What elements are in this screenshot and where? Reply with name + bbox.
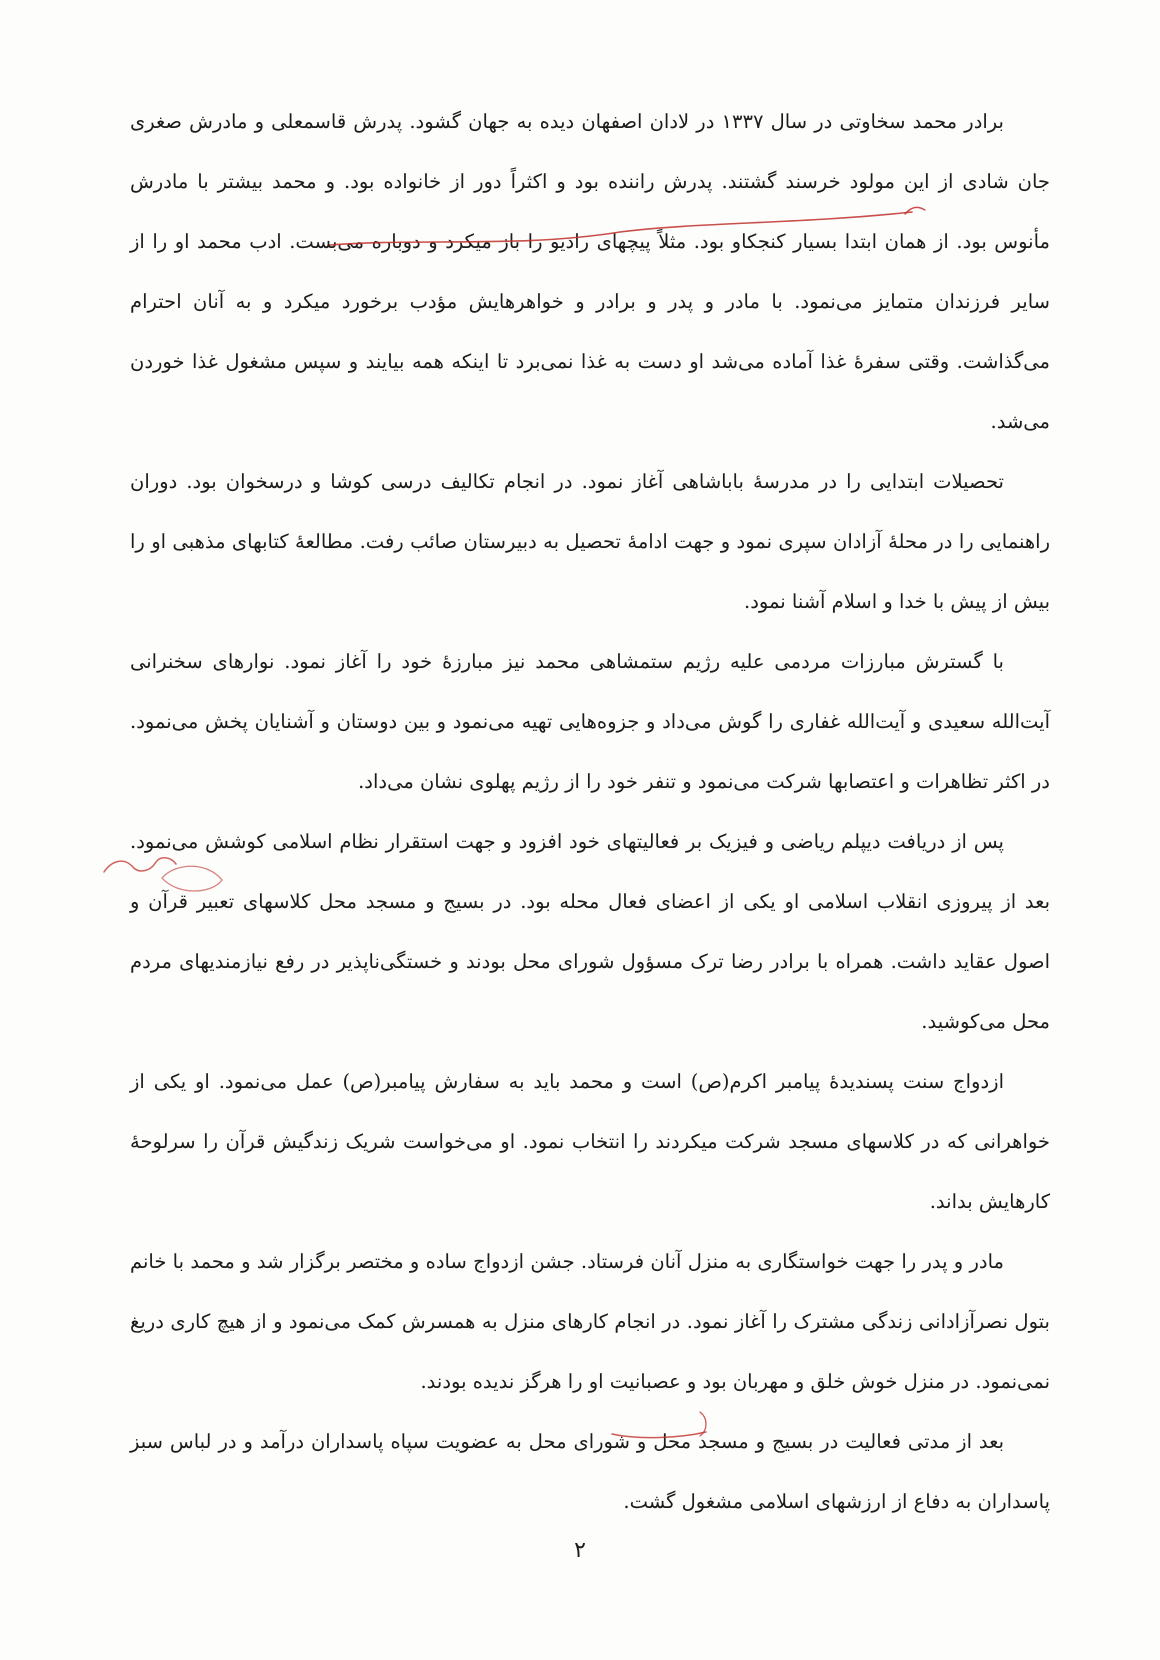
paragraph-2: تحصیلات ابتدایی را در مدرسهٔ باباشاهی آغاز نمود. در انجام تکالیف درسی کوشا و درسخوان بود. دوران راهنمایی را در محلهٔ آزادان سپری نمود و جهت ادامهٔ تحصیل به دبیرستان صائب رفت. مطالعهٔ کتابهای مذهبی او را بیش از پیش با خدا و اسلام آشنا نمود. bbox=[130, 470, 1050, 613]
paragraph-3: با گسترش مبارزات مردمی علیه رژیم ستمشاهی محمد نیز مبارزهٔ خود را آغاز نمود. نوارهای سخنرانی آیت‌الله سعیدی و آیت‌الله غفاری را گوش می‌داد و جزوه‌هایی تهیه می‌نمود و بین دوستان و آشنایان پخش می‌نمود. در اکثر تظاهرات و اعتصابها شرکت می‌نمود و تنفر خود را از رژیم پهلوی نشان می‌داد. bbox=[130, 650, 1050, 793]
paragraph-5: ازدواج سنت پسندیدهٔ پیامبر اکرم(ص) است و محمد باید به سفارش پیامبر(ص) عمل می‌نمود. او یکی از خواهرانی که در کلاسهای مسجد شرکت میکردند را انتخاب نمود. او می‌خواست شریک زندگیش قرآن را سرلوحهٔ کارهایش بداند. bbox=[130, 1070, 1050, 1213]
paragraph-4: پس از دریافت دیپلم ریاضی و فیزیک بر فعالیتهای خود افزود و جهت استقرار نظام اسلامی کوشش می‌نمود. بعد از پیروزی انقلاب اسلامی او یکی از اعضای فعال محله بود. در بسیج و مسجد محل کلاسهای تعبیر قرآن و اصول عقاید داشت. همراه با برادر رضا ترک مسؤول شورای محل بودند و خستگی‌ناپذیر در رفع نیازمندیهای مردم محل می‌کوشید. bbox=[130, 830, 1050, 1033]
paragraph-1: برادر محمد سخاوتی در سال ۱۳۳۷ در لادان اصفهان دیده به جهان گشود. پدرش قاسمعلی و مادرش صغری جان شادی از این مولود خرسند گشتند. پدرش راننده بود و اکثراً دور از خانواده بود. و محمد بیشتر با مادرش مأنوس بود. از همان ابتدا بسیار کنجکاو بود. مثلاً پیچهای رادیو را باز میکرد و دوباره می‌بست. ادب محمد او را از سایر فرزندان متمایز می‌نمود. با مادر و پدر و برادر و خواهرهایش مؤدب برخورد میکرد و به آنان احترام می‌گذاشت. وقتی سفرهٔ غذا آماده می‌شد او دست به غذا نمی‌برد تا اینکه همه بیایند و سپس مشغول غذا خوردن می‌شد. bbox=[130, 110, 1050, 433]
page-number: ۲ bbox=[574, 1538, 586, 1563]
document-body bbox=[130, 92, 1050, 1532]
paragraph-7: بعد از مدتی فعالیت در بسیج و مسجد محل و شورای محل به عضویت سپاه پاسداران درآمد و در لباس سبز پاسداران به دفاع از ارزشهای اسلامی مشغول گشت. bbox=[130, 1430, 1050, 1513]
paragraph-6: مادر و پدر را جهت خواستگاری به منزل آنان فرستاد. جشن ازدواج ساده و مختصر برگزار شد و محمد با خانم بتول نصرآزادانی زندگی مشترک را آغاز نمود. در انجام کارهای منزل به همسرش کمک می‌نمود و از هیچ کاری دریغ نمی‌نمود. در منزل خوش خلق و مهربان بود و عصبانیت او را هرگز ندیده بودند. bbox=[130, 1250, 1050, 1393]
